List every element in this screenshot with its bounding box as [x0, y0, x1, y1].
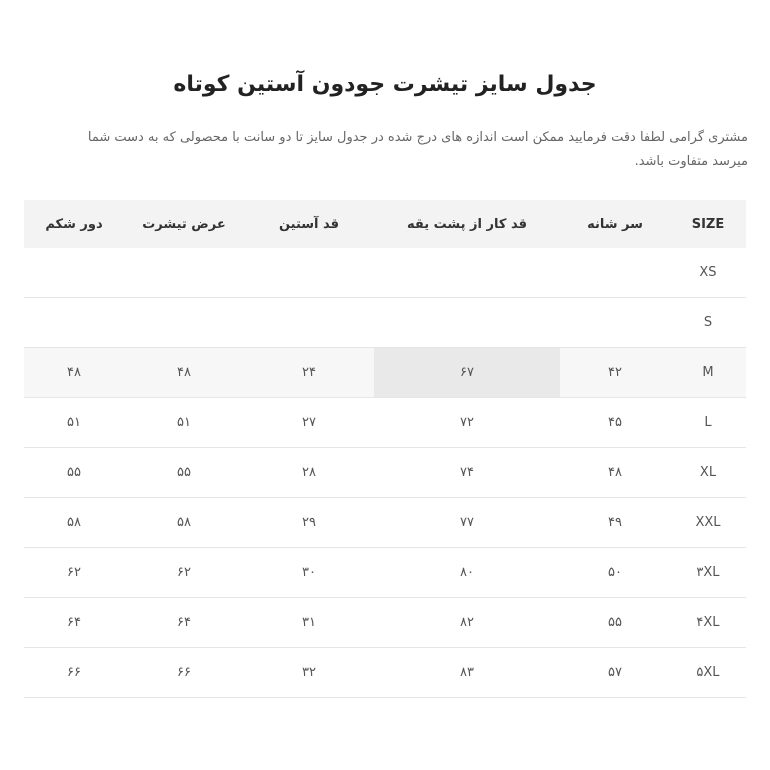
- table-cell: ۷۷: [374, 498, 560, 548]
- table-cell: ۴۸: [124, 348, 244, 398]
- table-row: [24, 298, 746, 348]
- size-cell: XS: [670, 248, 746, 298]
- table-cell: ۴۵: [560, 398, 670, 448]
- table-cell: [374, 298, 560, 348]
- table-cell: [124, 298, 244, 348]
- size-cell: ۴XL: [670, 598, 746, 648]
- column-header-length: قد کار از پشت یقه: [374, 200, 560, 248]
- table-cell: ۶۴: [124, 598, 244, 648]
- column-header-shoulder: سر شانه: [560, 200, 670, 248]
- table-cell: ۵۵: [124, 448, 244, 498]
- table-cell: ۳۲: [244, 648, 374, 698]
- table-cell: ۷۲: [374, 398, 560, 448]
- page-title: جدول سایز تیشرت جودون آستین کوتاه: [173, 72, 597, 97]
- table-cell: ۸۲: [374, 598, 560, 648]
- table-cell: [244, 248, 374, 298]
- column-header-sleeve: قد آستین: [244, 200, 374, 248]
- table-cell: ۸۳: [374, 648, 560, 698]
- table-cell: ۲۹: [244, 498, 374, 548]
- table-cell: ۳۱: [244, 598, 374, 648]
- table-cell: [560, 248, 670, 298]
- table-cell: ۵۵: [560, 598, 670, 648]
- table-row: [24, 398, 746, 448]
- table-cell: ۵۱: [124, 398, 244, 448]
- size-cell: ۵XL: [670, 648, 746, 698]
- table-cell: ۵۰: [560, 548, 670, 598]
- table-cell: ۶۲: [124, 548, 244, 598]
- column-header-width: عرض تیشرت: [124, 200, 244, 248]
- table-cell: ۴۹: [560, 498, 670, 548]
- table-cell: ۴۲: [560, 348, 670, 398]
- size-cell: XXL: [670, 498, 746, 548]
- table-cell: ۶۷: [374, 348, 560, 398]
- table-cell: [374, 248, 560, 298]
- table-cell: ۶۶: [124, 648, 244, 698]
- size-cell: S: [670, 298, 746, 348]
- table-cell: [560, 298, 670, 348]
- size-note: مشتری گرامی لطفا دقت فرمایید ممکن است اندازه های درج شده در جدول سایز تا دو سانت با محصولی که به دست شما میرسد متفاوت باشد.: [87, 130, 748, 169]
- table-cell: ۲۷: [244, 398, 374, 448]
- table-cell: ۵۷: [560, 648, 670, 698]
- table-cell: ۲۸: [244, 448, 374, 498]
- table-cell: [124, 248, 244, 298]
- table-cell: [24, 298, 124, 348]
- table-cell: ۵۸: [124, 498, 244, 548]
- table-row: [24, 448, 746, 498]
- size-cell: ۳XL: [670, 548, 746, 598]
- table-row: [24, 548, 746, 598]
- table-cell: ۶۲: [24, 548, 124, 598]
- column-header-waist: دور شکم: [24, 200, 124, 248]
- table-cell: ۵۸: [24, 498, 124, 548]
- table-header-row: [24, 200, 746, 248]
- table-row: [24, 348, 746, 398]
- table-cell: ۷۴: [374, 448, 560, 498]
- table-cell: ۵۱: [24, 398, 124, 448]
- size-cell: XL: [670, 448, 746, 498]
- table-cell: ۸۰: [374, 548, 560, 598]
- table-cell: ۲۴: [244, 348, 374, 398]
- column-header-size: SIZE: [670, 200, 746, 248]
- table-row: [24, 598, 746, 648]
- table-cell: ۳۰: [244, 548, 374, 598]
- table-cell: [244, 298, 374, 348]
- table-cell: ۴۸: [24, 348, 124, 398]
- table-row: [24, 648, 746, 698]
- size-cell: L: [670, 398, 746, 448]
- size-table: [24, 200, 746, 698]
- size-cell: M: [670, 348, 746, 398]
- table-cell: ۵۵: [24, 448, 124, 498]
- table-row: [24, 248, 746, 298]
- table-cell: ۶۶: [24, 648, 124, 698]
- table-cell: [24, 248, 124, 298]
- table-cell: ۴۸: [560, 448, 670, 498]
- table-row: [24, 498, 746, 548]
- table-cell: ۶۴: [24, 598, 124, 648]
